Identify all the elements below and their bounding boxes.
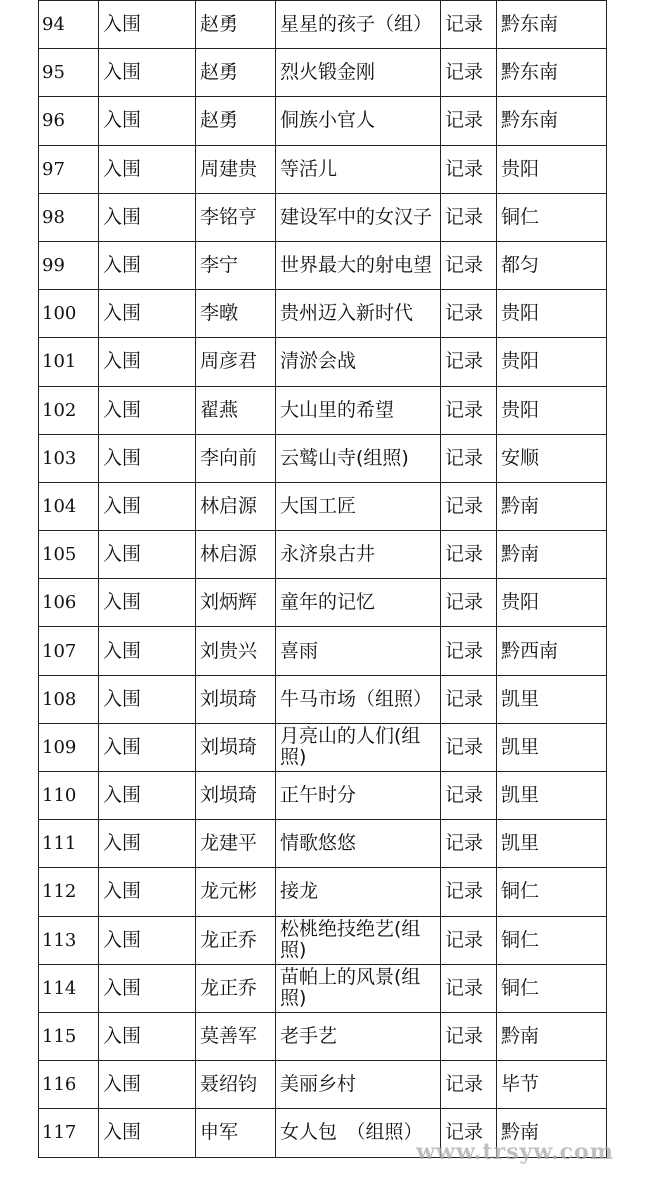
- region-cell: 黔西南: [497, 627, 607, 675]
- region-cell: 贵阳: [497, 145, 607, 193]
- status-cell: 入围: [99, 627, 196, 675]
- title-cell: 大山里的希望: [276, 386, 441, 434]
- region-cell: 铜仁: [497, 916, 607, 964]
- author-cell: 刘埙琦: [196, 723, 276, 771]
- category-cell: 记录: [441, 338, 497, 386]
- title-cell: 美丽乡村: [276, 1061, 441, 1109]
- author-cell: 李铭亨: [196, 193, 276, 241]
- category-cell: 记录: [441, 820, 497, 868]
- row-number-cell: 116: [39, 1061, 99, 1109]
- status-cell: 入围: [99, 145, 196, 193]
- table-row: [39, 723, 607, 771]
- region-cell: 凯里: [497, 820, 607, 868]
- row-number-cell: 100: [39, 290, 99, 338]
- results-table: [38, 0, 607, 1158]
- author-cell: 莫善军: [196, 1012, 276, 1060]
- status-cell: 入围: [99, 482, 196, 530]
- region-cell: 凯里: [497, 675, 607, 723]
- status-cell: 入围: [99, 241, 196, 289]
- region-cell: 都匀: [497, 241, 607, 289]
- status-cell: 入围: [99, 1061, 196, 1109]
- row-number-cell: 105: [39, 531, 99, 579]
- table-row: [39, 1109, 607, 1157]
- status-cell: 入围: [99, 964, 196, 1012]
- author-cell: 刘贵兴: [196, 627, 276, 675]
- status-cell: 入围: [99, 868, 196, 916]
- row-number-cell: 107: [39, 627, 99, 675]
- status-cell: 入围: [99, 675, 196, 723]
- region-cell: 黔南: [497, 531, 607, 579]
- title-cell: 大国工匠: [276, 482, 441, 530]
- table-row: [39, 627, 607, 675]
- status-cell: 入围: [99, 97, 196, 145]
- region-cell: 黔东南: [497, 97, 607, 145]
- table-row: [39, 964, 607, 1012]
- category-cell: 记录: [441, 193, 497, 241]
- row-number-cell: 101: [39, 338, 99, 386]
- status-cell: 入围: [99, 531, 196, 579]
- author-cell: 龙建平: [196, 820, 276, 868]
- title-cell: 松桃绝技绝艺(组照): [276, 916, 441, 964]
- category-cell: 记录: [441, 579, 497, 627]
- author-cell: 赵勇: [196, 1, 276, 49]
- table-row: [39, 916, 607, 964]
- author-cell: 周建贵: [196, 145, 276, 193]
- author-cell: 龙元彬: [196, 868, 276, 916]
- table-row: [39, 338, 607, 386]
- author-cell: 赵勇: [196, 49, 276, 97]
- status-cell: 入围: [99, 49, 196, 97]
- region-cell: 安顺: [497, 434, 607, 482]
- status-cell: 入围: [99, 579, 196, 627]
- author-cell: 翟燕: [196, 386, 276, 434]
- category-cell: 记录: [441, 1, 497, 49]
- author-cell: 龙正乔: [196, 916, 276, 964]
- table-row: [39, 241, 607, 289]
- category-cell: 记录: [441, 531, 497, 579]
- region-cell: 贵阳: [497, 579, 607, 627]
- table-row: [39, 290, 607, 338]
- table-row: [39, 531, 607, 579]
- title-cell: 贵州迈入新时代: [276, 290, 441, 338]
- title-cell: 星星的孩子（组）: [276, 1, 441, 49]
- category-cell: 记录: [441, 386, 497, 434]
- row-number-cell: 104: [39, 482, 99, 530]
- category-cell: 记录: [441, 627, 497, 675]
- category-cell: 记录: [441, 97, 497, 145]
- results-table-body: [39, 1, 607, 1158]
- table-row: [39, 772, 607, 820]
- row-number-cell: 111: [39, 820, 99, 868]
- table-row: [39, 97, 607, 145]
- region-cell: 贵阳: [497, 290, 607, 338]
- title-cell: 清淤会战: [276, 338, 441, 386]
- title-cell: 月亮山的人们(组照): [276, 723, 441, 771]
- category-cell: 记录: [441, 916, 497, 964]
- row-number-cell: 97: [39, 145, 99, 193]
- author-cell: 龙正乔: [196, 964, 276, 1012]
- status-cell: 入围: [99, 820, 196, 868]
- status-cell: 入围: [99, 1012, 196, 1060]
- watermark: www.trsyw.com: [416, 1139, 614, 1165]
- table-row: [39, 482, 607, 530]
- category-cell: 记录: [441, 1109, 497, 1157]
- title-cell: 喜雨: [276, 627, 441, 675]
- row-number-cell: 108: [39, 675, 99, 723]
- title-cell: 接龙: [276, 868, 441, 916]
- title-cell: 苗帕上的风景(组照): [276, 964, 441, 1012]
- status-cell: 入围: [99, 1109, 196, 1157]
- region-cell: 铜仁: [497, 964, 607, 1012]
- region-cell: 黔东南: [497, 1, 607, 49]
- row-number-cell: 95: [39, 49, 99, 97]
- category-cell: 记录: [441, 868, 497, 916]
- status-cell: 入围: [99, 290, 196, 338]
- status-cell: 入围: [99, 772, 196, 820]
- region-cell: 凯里: [497, 772, 607, 820]
- table-row: [39, 1061, 607, 1109]
- author-cell: 聂绍钧: [196, 1061, 276, 1109]
- region-cell: 贵阳: [497, 338, 607, 386]
- row-number-cell: 115: [39, 1012, 99, 1060]
- status-cell: 入围: [99, 1, 196, 49]
- table-row: [39, 434, 607, 482]
- category-cell: 记录: [441, 675, 497, 723]
- category-cell: 记录: [441, 290, 497, 338]
- region-cell: 黔东南: [497, 49, 607, 97]
- title-cell: 侗族小官人: [276, 97, 441, 145]
- author-cell: 赵勇: [196, 97, 276, 145]
- status-cell: 入围: [99, 193, 196, 241]
- table-row: [39, 820, 607, 868]
- row-number-cell: 98: [39, 193, 99, 241]
- category-cell: 记录: [441, 145, 497, 193]
- category-cell: 记录: [441, 964, 497, 1012]
- region-cell: 凯里: [497, 723, 607, 771]
- title-cell: 女人包 （组照）: [276, 1109, 441, 1157]
- title-cell: 情歌悠悠: [276, 820, 441, 868]
- author-cell: 申军: [196, 1109, 276, 1157]
- row-number-cell: 114: [39, 964, 99, 1012]
- title-cell: 烈火锻金刚: [276, 49, 441, 97]
- status-cell: 入围: [99, 434, 196, 482]
- row-number-cell: 106: [39, 579, 99, 627]
- category-cell: 记录: [441, 1061, 497, 1109]
- category-cell: 记录: [441, 482, 497, 530]
- category-cell: 记录: [441, 49, 497, 97]
- author-cell: 林启源: [196, 482, 276, 530]
- status-cell: 入围: [99, 723, 196, 771]
- category-cell: 记录: [441, 1012, 497, 1060]
- category-cell: 记录: [441, 723, 497, 771]
- row-number-cell: 109: [39, 723, 99, 771]
- row-number-cell: 113: [39, 916, 99, 964]
- region-cell: 铜仁: [497, 868, 607, 916]
- row-number-cell: 110: [39, 772, 99, 820]
- region-cell: 贵阳: [497, 386, 607, 434]
- author-cell: 周彦君: [196, 338, 276, 386]
- table-row: [39, 1012, 607, 1060]
- title-cell: 云鹫山寺(组照): [276, 434, 441, 482]
- status-cell: 入围: [99, 386, 196, 434]
- row-number-cell: 102: [39, 386, 99, 434]
- status-cell: 入围: [99, 338, 196, 386]
- region-cell: 黔南: [497, 1109, 607, 1157]
- region-cell: 铜仁: [497, 193, 607, 241]
- title-cell: 牛马市场（组照）: [276, 675, 441, 723]
- author-cell: 李向前: [196, 434, 276, 482]
- title-cell: 世界最大的射电望: [276, 241, 441, 289]
- title-cell: 建设军中的女汉子: [276, 193, 441, 241]
- table-row: [39, 868, 607, 916]
- author-cell: 刘埙琦: [196, 675, 276, 723]
- category-cell: 记录: [441, 772, 497, 820]
- table-row: [39, 579, 607, 627]
- title-cell: 永济泉古井: [276, 531, 441, 579]
- status-cell: 入围: [99, 916, 196, 964]
- category-cell: 记录: [441, 434, 497, 482]
- table-row: [39, 1, 607, 49]
- row-number-cell: 96: [39, 97, 99, 145]
- region-cell: 黔南: [497, 482, 607, 530]
- title-cell: 童年的记忆: [276, 579, 441, 627]
- table-row: [39, 386, 607, 434]
- author-cell: 刘埙琦: [196, 772, 276, 820]
- category-cell: 记录: [441, 241, 497, 289]
- title-cell: 正午时分: [276, 772, 441, 820]
- region-cell: 毕节: [497, 1061, 607, 1109]
- author-cell: 李宁: [196, 241, 276, 289]
- table-row: [39, 675, 607, 723]
- row-number-cell: 117: [39, 1109, 99, 1157]
- table-row: [39, 193, 607, 241]
- author-cell: 李暾: [196, 290, 276, 338]
- row-number-cell: 99: [39, 241, 99, 289]
- row-number-cell: 94: [39, 1, 99, 49]
- table-row: [39, 145, 607, 193]
- region-cell: 黔南: [497, 1012, 607, 1060]
- title-cell: 等活儿: [276, 145, 441, 193]
- row-number-cell: 112: [39, 868, 99, 916]
- table-row: [39, 49, 607, 97]
- row-number-cell: 103: [39, 434, 99, 482]
- title-cell: 老手艺: [276, 1012, 441, 1060]
- author-cell: 林启源: [196, 531, 276, 579]
- author-cell: 刘炳辉: [196, 579, 276, 627]
